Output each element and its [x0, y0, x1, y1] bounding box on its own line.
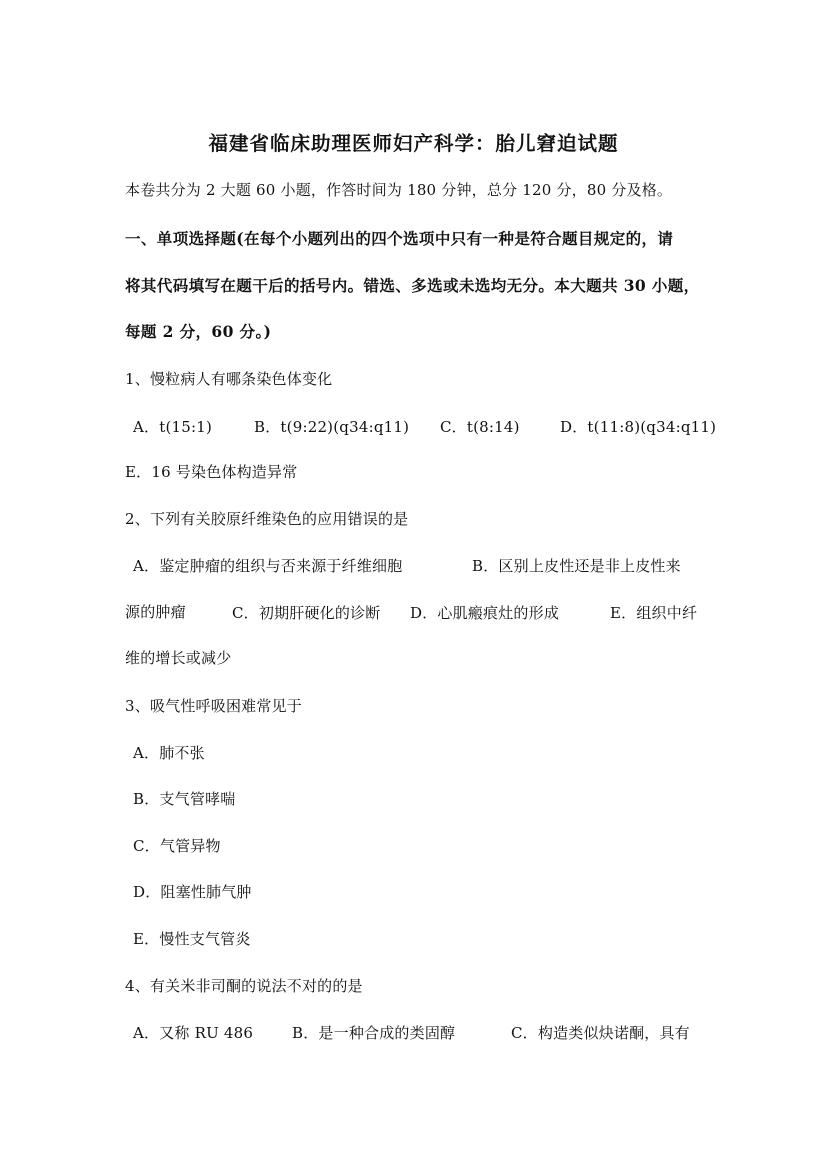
question-3-option-a: A．肺不张 [133, 744, 205, 762]
question-2-stem: 2、下列有关胶原纤维染色的应用错误的是 [125, 510, 409, 528]
question-2-option-c: C．初期肝硬化的诊断 [232, 604, 381, 622]
question-1-option-e: E．16 号染色体构造异常 [125, 463, 298, 481]
question-2-option-e: E．组织中纤 [610, 604, 698, 622]
question-2-option-d: D．心肌瘢痕灶的形成 [410, 604, 560, 622]
question-1-option-b: B．t(9:22)(q34:q11) [254, 418, 410, 436]
question-2-option-b: B．区别上皮性还是非上皮性来 [472, 557, 681, 575]
question-3-stem: 3、吸气性呼吸困难常见于 [125, 697, 302, 715]
question-2-option-a: A．鉴定肿瘤的组织与否来源于纤维细胞 [133, 557, 403, 575]
question-3-option-c: C．气管异物 [133, 837, 221, 855]
question-1-option-a: A．t(15:1) [133, 418, 213, 436]
question-4-stem: 4、有关米非司酮的说法不对的的是 [125, 977, 363, 995]
question-2-option-b-continued: 源的肿瘤 [125, 603, 186, 621]
question-4-option-a: A．又称 RU 486 [133, 1024, 254, 1042]
question-3-option-e: E．慢性支气管炎 [133, 930, 251, 948]
question-1-option-c: C．t(8:14) [440, 418, 520, 436]
question-4-option-c: C．构造类似炔诺酮，具有 [511, 1024, 690, 1042]
document-title: 福建省临床助理医师妇产科学：胎儿窘迫试题 [208, 132, 619, 155]
exam-intro: 本卷共分为 2 大题 60 小题，作答时间为 180 分钟，总分 120 分，80 分及格。 [125, 181, 673, 199]
section-heading-line-1: 一、单项选择题(在每个小题列出的四个选项中只有一种是符合题目规定的，请 [125, 229, 674, 248]
section-heading-line-2: 将其代码填写在题干后的括号内。错选、多选或未选均无分。本大题共 30 小题， [125, 276, 700, 295]
question-3-option-b: B．支气管哮喘 [133, 790, 236, 808]
question-2-option-e-continued: 维的增长或减少 [125, 649, 232, 667]
question-1-stem: 1、慢粒病人有哪条染色体变化 [125, 370, 333, 388]
section-heading-line-3: 每题 2 分，60 分。) [125, 322, 272, 341]
question-4-option-b: B．是一种合成的类固醇 [292, 1024, 456, 1042]
question-3-option-d: D．阻塞性肺气肿 [133, 883, 252, 901]
question-1-option-d: D．t(11:8)(q34:q11) [560, 418, 717, 436]
